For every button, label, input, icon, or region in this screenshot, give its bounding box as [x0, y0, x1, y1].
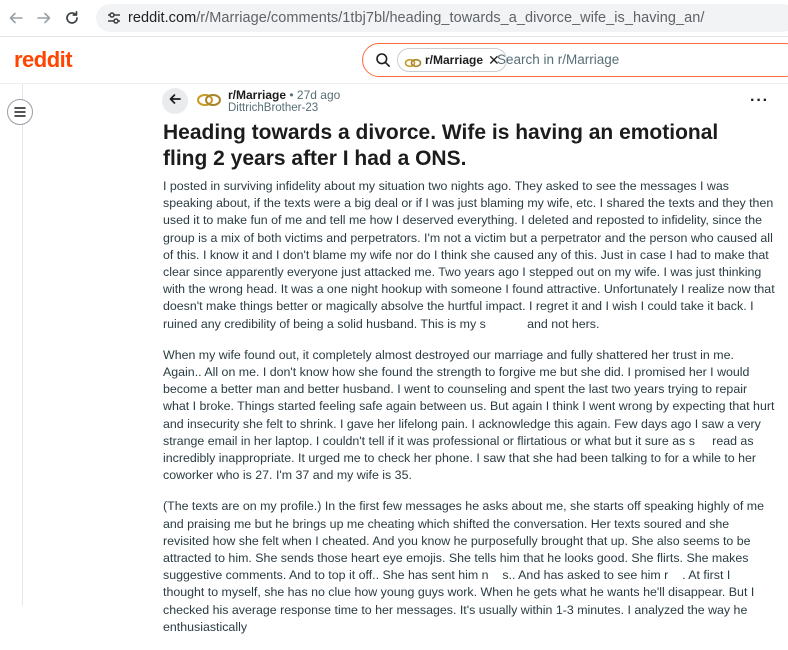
sidebar-divider [22, 84, 23, 606]
reddit-logo[interactable]: reddit [14, 47, 73, 72]
site-settings-icon[interactable] [106, 10, 122, 26]
browser-toolbar [0, 0, 788, 37]
post-age: • 27d ago [289, 88, 341, 102]
menu-icon[interactable] [7, 99, 33, 125]
back-arrow-icon [168, 92, 182, 111]
more-options-icon[interactable]: ··· [750, 92, 769, 109]
post-body [163, 178, 775, 650]
post-paragraph: (The texts are on my profile.) In the first few messages he asks about me, she starts off speaking highly of me and praising me but he brings up me cheating which shifted the conversation. Her texts soured and she revisited how she felt when I cheated. And you know he purposefully brought that up. She also seems to be attracted to him. She sends those heart eye emojis. She tells him that he looks good. She flirts. She makes suggestive comments. And to top it off.. She has sent him n s.. And has asked to see him r . At first I thought to myself, she has no clue how young guys work. When he gets what he wants he'll disappear. But I checked his average response time to her messages. It's usually within 1-3 minutes. I analyzed the way he enthusiastically [163, 499, 764, 634]
url-host: reddit.com [128, 10, 197, 26]
close-icon[interactable]: ✕ [488, 52, 500, 68]
subreddit-avatar[interactable] [196, 93, 222, 107]
subreddit-link[interactable]: r/Marriage [228, 88, 287, 102]
address-bar[interactable] [96, 4, 788, 32]
url-path: /r/Marriage/comments/1tbj7bl/heading_towards_a_divorce_wife_is_having_an/ [196, 10, 705, 26]
post-title: Heading towards a divorce. Wife is having an emotional fling 2 years after I had a ONS. [163, 121, 719, 170]
search-placeholder[interactable]: Search in r/Marriage [497, 52, 620, 67]
post-paragraph: I posted in surviving infidelity about my situation two nights ago. They asked to see the messages I was speaking about, if the texts were a big deal or if I was just blaming my wife, etc. I shared the texts and they then used it to make fun of me and tell me how I deserved everything. I deleted and reposted to infidelity, since the group is a mix of both victims and perpetrators. I'm not a victim but a perpetrator and the person who caused all of this. I know it and I don't blame my wife nor do I think she caused any of this. Just in case I had to make that clear since apparently everyone just attacked me. Two years ago I stepped out on my wife. I was just thinking with the wrong head. It was a one night hookup with someone I found attractive. Unfortunately I realize now that doesn't make things better or magically absolve the hurtful impact. I regret it and I wish I could take it back. I ruined any credibility of being a solid husband. This is my s and not hers. [163, 179, 775, 331]
subreddit-search-chip[interactable] [397, 48, 507, 72]
post-paragraph: When my wife found out, it completely almost destroyed our marriage and fully shattered her trust in me. Again.. All on me. I don't know how she found the strength to forgive me but she did. I promised her I would become a better man and better husband. I went to counseling and spent the last two years trying to repair what I broke. Things started feeling safe again between us. But again I think I went wrong by expecting that hurt and insecurity she felt to shrink. I gave her lifelong pain. I acknowledge this again. Few days ago I saw a very strange email in her laptop. I couldn't tell if it was professional or flirtatious or what but it sure as s read as incredibly inappropriate. It urged me to check her phone. I saw that she had been talking to for a while to her coworker who is 27. I'm 37 and my wife is 35. [163, 347, 775, 483]
search-bar[interactable] [362, 43, 788, 77]
site-header [0, 37, 788, 84]
chip-label: r/Marriage [425, 53, 484, 67]
rings-icon [404, 55, 422, 65]
search-icon [375, 52, 391, 68]
reload-icon[interactable] [62, 8, 82, 28]
url-text [128, 10, 704, 26]
post-back-button[interactable] [162, 88, 188, 114]
post-author[interactable]: DittrichBrother-23 [228, 102, 319, 114]
post-subreddit-line [228, 88, 340, 102]
forward-arrow-icon[interactable] [34, 8, 54, 28]
back-arrow-icon[interactable] [6, 8, 26, 28]
